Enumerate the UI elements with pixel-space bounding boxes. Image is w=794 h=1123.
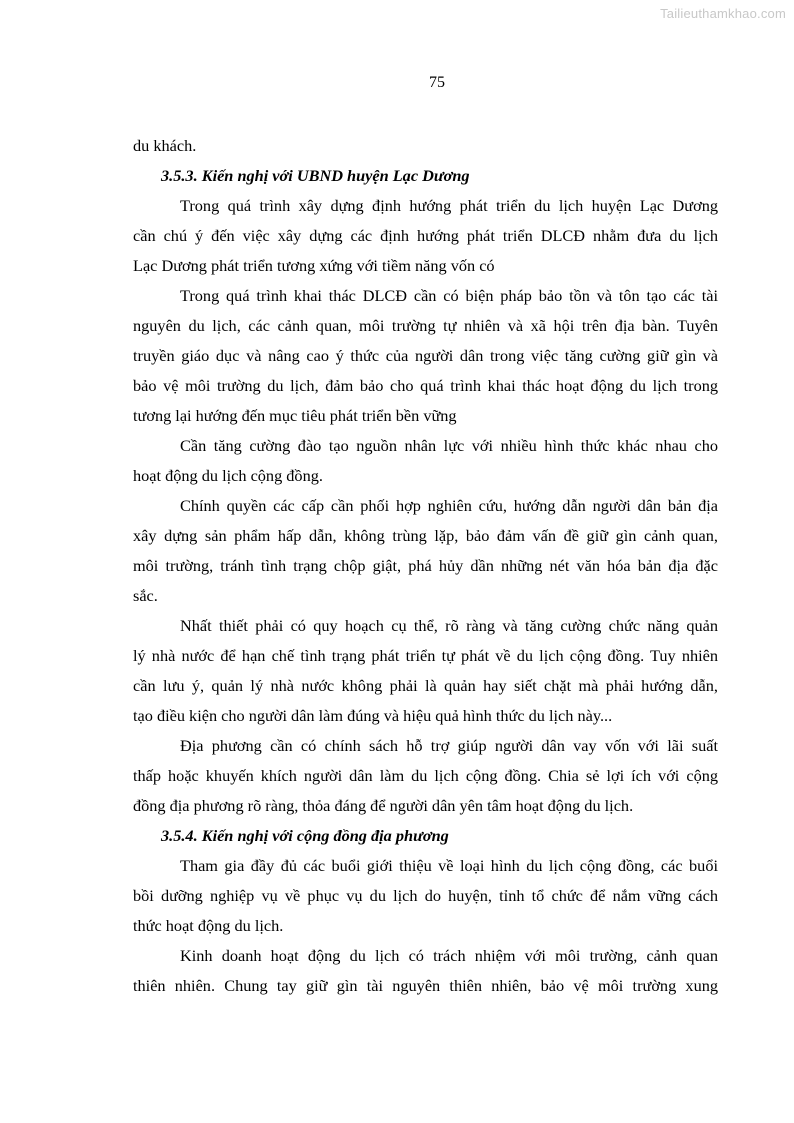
text-line: Kinh doanh hoạt động du lịch có trách nhiệm với môi trường, cảnh quan xyxy=(180,946,718,965)
text-line: môi trường, tránh tình trạng chộp giật, phá hủy dần những nét văn hóa bản địa đặc xyxy=(133,556,718,575)
section-heading-3-5-3: 3.5.3. Kiến nghị với UBND huyện Lạc Dương xyxy=(161,166,470,185)
text-line: thức hoạt động du lịch. xyxy=(133,916,284,935)
text-line: Lạc Dương phát triển tương xứng với tiềm năng vốn có xyxy=(133,256,495,275)
text-line: Cần tăng cường đào tạo nguồn nhân lực với nhiều hình thức khác nhau cho xyxy=(180,436,718,455)
text-line: Nhất thiết phải có quy hoạch cụ thể, rõ ràng và tăng cường chức năng quản xyxy=(180,616,718,635)
text-line: tạo điều kiện cho người dân làm đúng và hiệu quả hình thức du lịch này... xyxy=(133,706,613,725)
page-number: 75 xyxy=(429,74,445,91)
text-line: thiên nhiên. Chung tay giữ gìn tài nguyên thiên nhiên, bảo vệ môi trường xung xyxy=(133,976,718,995)
text-line: lý nhà nước để hạn chế tình trạng phát triển tự phát về du lịch cộng đồng. Tuy nhiên xyxy=(133,646,718,665)
text-line: Trong quá trình khai thác DLCĐ cần có biện pháp bảo tồn và tôn tạo các tài xyxy=(180,286,718,305)
text-line: Chính quyền các cấp cần phối hợp nghiên cứu, hướng dẫn người dân bản địa xyxy=(180,496,718,515)
text-line: du khách. xyxy=(133,136,197,155)
text-line: thấp hoặc khuyến khích người dân làm du lịch cộng đồng. Chia sẻ lợi ích với cộng xyxy=(133,766,718,785)
text-line: bảo vệ môi trường du lịch, đảm bảo cho quá trình khai thác hoạt động du lịch trong xyxy=(133,376,718,395)
text-line: cần chú ý đến việc xây dựng các định hướng phát triển DLCĐ nhằm đưa du lịch xyxy=(133,226,718,245)
text-line: sắc. xyxy=(133,586,158,605)
text-line: truyền giáo dục và nâng cao ý thức của người dân trong việc tăng cường giữ gìn và xyxy=(133,346,718,365)
document-body xyxy=(133,131,718,1001)
text-line: Tham gia đầy đủ các buổi giới thiệu về loại hình du lịch cộng đồng, các buổi xyxy=(180,856,718,875)
text-line: đồng địa phương rõ ràng, thỏa đáng để người dân yên tâm hoạt động du lịch. xyxy=(133,796,634,815)
text-line: nguyên du lịch, các cảnh quan, môi trường tự nhiên và xã hội trên địa bàn. Tuyên xyxy=(133,316,718,335)
text-line: Trong quá trình xây dựng định hướng phát triển du lịch huyện Lạc Dương xyxy=(180,196,718,215)
text-line: hoạt động du lịch cộng đồng. xyxy=(133,466,323,485)
text-line: cần lưu ý, quản lý nhà nước không phải là quản hay siết chặt mà phải hướng dẫn, xyxy=(133,676,718,695)
watermark-text: Tailieuthamkhao.com xyxy=(660,6,786,21)
text-line: tương lại hướng đến mục tiêu phát triển bền vững xyxy=(133,406,457,425)
text-line: Địa phương cần có chính sách hỗ trợ giúp người dân vay vốn với lãi suất xyxy=(180,736,718,755)
text-line: bồi dưỡng nghiệp vụ về phục vụ du lịch do huyện, tỉnh tổ chức để nắm vững cách xyxy=(133,886,718,905)
section-heading-3-5-4: 3.5.4. Kiến nghị với cộng đồng địa phương xyxy=(161,826,449,845)
text-line: xây dựng sản phẩm hấp dẫn, không trùng lặp, bảo đảm vấn đề giữ gìn cảnh quan, xyxy=(133,526,718,545)
